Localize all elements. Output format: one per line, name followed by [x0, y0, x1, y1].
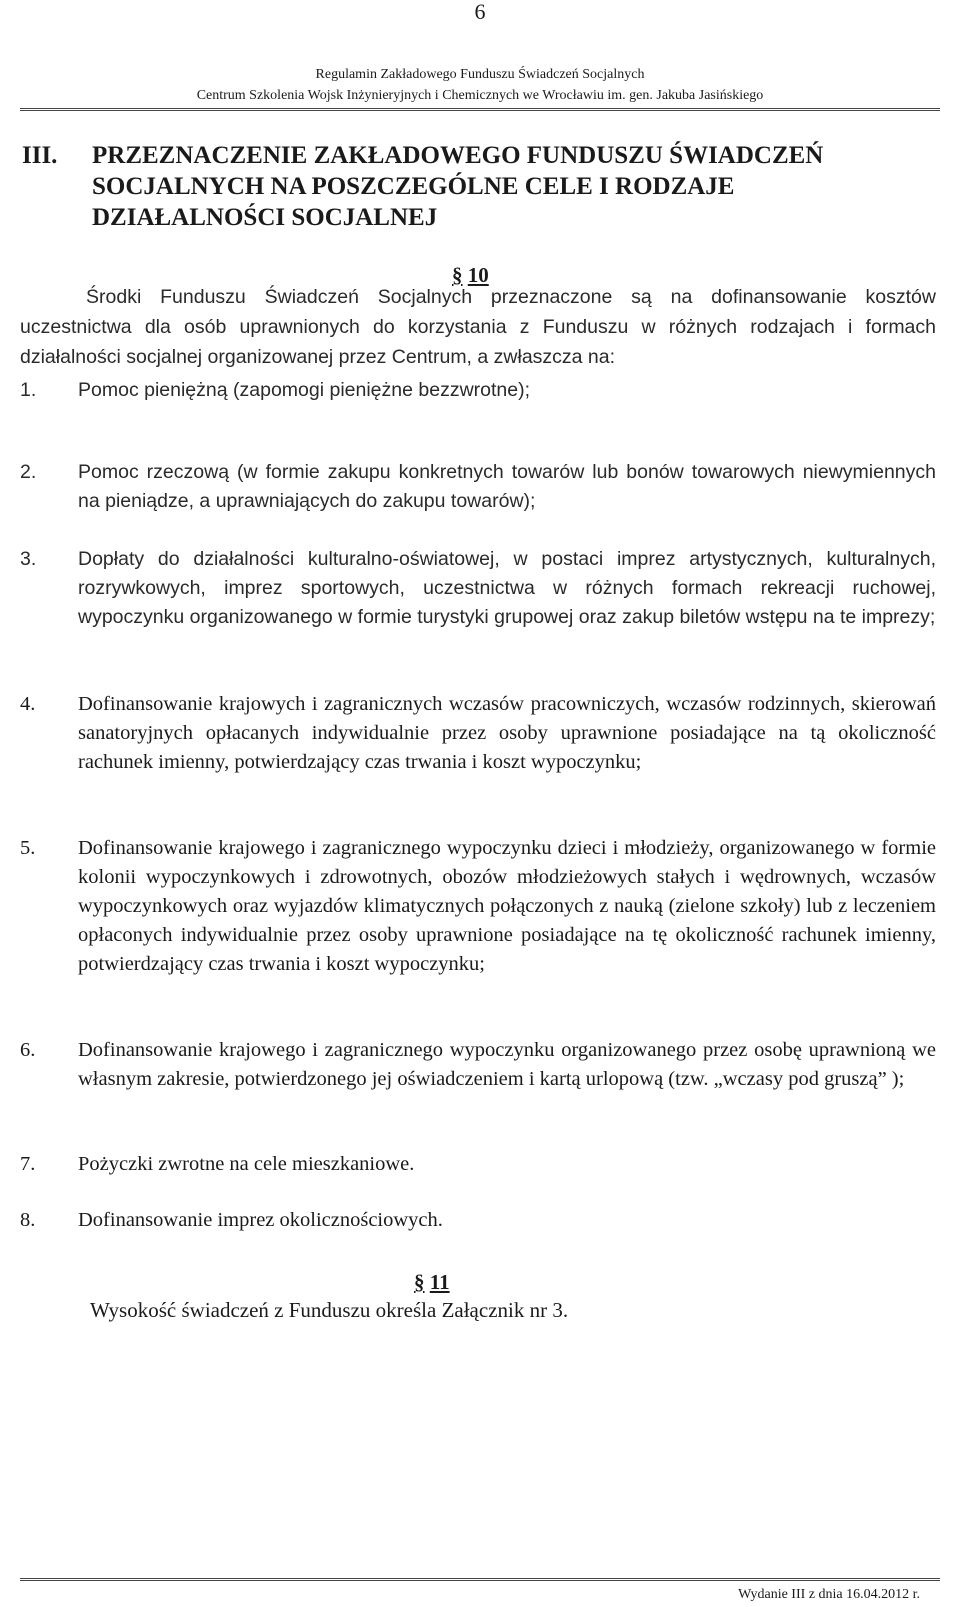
section-number: 10: [467, 263, 489, 287]
section-10-intro: Środki Funduszu Świadczeń Socjalnych przeznaczone są na dofinansowanie kosztów uczestnictwa dla osób uprawnionych do korzystania z Funduszu w różnych rodzajach i formach działalności socjalnej organizowanej przez Centrum, a zwłaszcza na:: [20, 286, 936, 368]
list-item-number: 6.: [20, 1039, 36, 1061]
list-item-text: Dofinansowanie krajowych i zagranicznych wczasów pracowniczych, wczasów rodzinnych, skierowań sanatoryjnych opłacanych indywidualnie przez osoby uprawnione posiadające na tą okoliczność rachunek imienny, potwierdzający czas trwania i koszt wypoczynku;: [78, 693, 936, 773]
header-divider: [20, 108, 940, 111]
list-item-number: 8.: [20, 1209, 36, 1231]
list-item-number: 2.: [20, 461, 37, 483]
list-item-text: Pomoc pieniężną (zapomogi pieniężne bezzwrotne);: [78, 379, 531, 401]
section-11-heading: [414, 1270, 474, 1294]
section-symbol: §: [414, 1270, 425, 1294]
list-item-number: 7.: [20, 1153, 36, 1175]
list-item-number: 5.: [20, 837, 36, 859]
footer-divider: [20, 1578, 940, 1581]
list-item-number: 3.: [20, 548, 37, 570]
list-item-number: 1.: [20, 379, 37, 401]
page-number: 6: [474, 0, 486, 24]
list-item-text: Dopłaty do działalności kulturalno-oświatowej, w postaci imprez artystycznych, kulturalnych, rozrywkowych, imprez sportowych, uczestnictwa w różnych formach rekreacji ruchowej, wypoczynku organizowanego w formie turystyki grupowej oraz zakup biletów wstępu na te imprezy;: [78, 548, 936, 628]
edition-note: Wydanie III z dnia 16.04.2012 r.: [738, 1587, 920, 1602]
header-title: Regulamin Zakładowego Funduszu Świadczeń Socjalnych: [315, 67, 645, 82]
section-symbol: §: [452, 263, 463, 287]
document-header: [0, 64, 960, 106]
list-item-text: Dofinansowanie krajowego i zagranicznego wypoczynku dzieci i młodzieży, organizowanego w formie kolonii wypoczynkowych i zdrowotnych, obozów młodzieżowych stałych i wędrownych, wczasów wypoczynkowych oraz wyjazdów klimatycznych połączonych z nauką (zielone szkoły) lub z leczeniem opłaconych indywidualnie przez osoby uprawnione posiadające na tę okoliczność rachunek imienny, potwierdzający czas trwania i koszt wypoczynku;: [78, 837, 936, 975]
list-item-text: Pożyczki zwrotne na cele mieszkaniowe.: [78, 1153, 415, 1175]
section-number: 11: [429, 1270, 450, 1294]
chapter-title: PRZEZNACZENIE ZAKŁADOWEGO FUNDUSZU ŚWIADCZEŃ SOCJALNYCH NA POSZCZEGÓLNE CELE I RODZAJE DZIAŁALNOŚCI SOCJALNEJ: [92, 142, 824, 231]
list-item-text: Dofinansowanie imprez okolicznościowych.: [78, 1209, 443, 1231]
list-item-number: 4.: [20, 693, 36, 715]
section-11-text: Wysokość świadczeń z Funduszu określa Załącznik nr 3.: [90, 1298, 569, 1322]
list-item-text: Pomoc rzeczową (w formie zakupu konkretnych towarów lub bonów towarowych niewymiennych na pieniądze, a uprawniających do zakupu towarów);: [78, 461, 936, 512]
chapter-number: III.: [22, 142, 58, 169]
list-item-text: Dofinansowanie krajowego i zagranicznego wypoczynku organizowanego przez osobę uprawnioną we własnym zakresie, potwierdzonego jej oświadczeniem i kartą urlopową (tzw. „wczasy pod gruszą” );: [78, 1039, 936, 1090]
header-institution: Centrum Szkolenia Wojsk Inżynieryjnych i Chemicznych we Wrocławiu im. gen. Jakuba Jasińskiego: [196, 88, 764, 103]
